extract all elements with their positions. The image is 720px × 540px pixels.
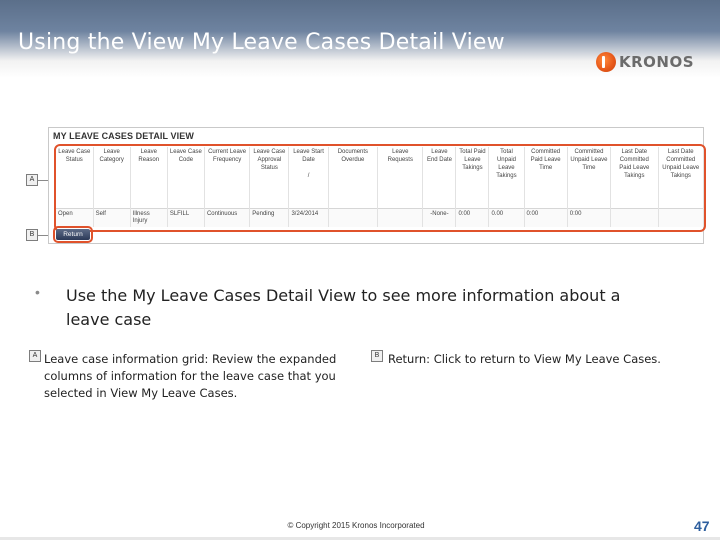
column-header[interactable]: Leave Reason (130, 147, 167, 208)
copyright-text: © Copyright 2015 Kronos Incorporated (287, 521, 425, 530)
column-header[interactable]: Leave Requests (378, 147, 423, 208)
table-cell: Open (56, 208, 93, 227)
legend-marker-a: A (29, 350, 41, 362)
page-number: 47 (694, 518, 710, 534)
column-header[interactable]: Committed Unpaid Leave Time (567, 147, 610, 208)
table-cell: SLFILL (167, 208, 204, 227)
description-b: Return: Click to return to View My Leave Cases. (388, 352, 661, 366)
table-cell: Illness Injury (130, 208, 167, 227)
column-header[interactable]: Current Leave Frequency (204, 147, 249, 208)
slide-header (0, 0, 720, 86)
column-header[interactable]: Total Unpaid Leave Takings (489, 147, 524, 208)
table-cell: 3/24/2014 (289, 208, 328, 227)
kronos-logo-text: KRONOS (619, 53, 695, 71)
column-header[interactable]: Total Paid Leave Takings (456, 147, 489, 208)
table-cell: Continuous (204, 208, 249, 227)
column-header[interactable]: Leave Category (93, 147, 130, 208)
return-highlight-outline (53, 226, 93, 243)
table-cell: 0:00 (524, 208, 567, 227)
table-cell: 0:00 (456, 208, 489, 227)
column-header[interactable]: Committed Paid Leave Time (524, 147, 567, 208)
table-cell: -None- (423, 208, 456, 227)
column-header[interactable]: Documents Overdue (328, 147, 377, 208)
panel-title: MY LEAVE CASES DETAIL VIEW (53, 131, 194, 141)
column-header[interactable]: Leave Case Status (56, 147, 93, 208)
description-a: Leave case information grid: Review the expanded columns of information for the leave case that you selected in View My Leave Cases. (44, 352, 337, 400)
return-button[interactable]: Return (56, 229, 90, 240)
legend-marker-b: B (371, 350, 383, 362)
start-date-marker: / (307, 173, 310, 179)
table-cell: 0.00 (489, 208, 524, 227)
kronos-logo (596, 50, 696, 74)
copyright-footer (0, 521, 720, 530)
column-header[interactable]: Leave Case Code (167, 147, 204, 208)
slide-title: Using the View My Leave Cases Detail View (18, 30, 505, 55)
table-cell: Pending (250, 208, 289, 227)
grid-highlight-outline (54, 144, 706, 232)
column-header[interactable]: Last Date Committed Paid Leave Takings (611, 147, 658, 208)
table-cell: 0:00 (567, 208, 610, 227)
bullet-text: Use the My Leave Cases Detail View to see more information about a leave case (66, 286, 621, 329)
column-header[interactable]: Leave Case Approval Status (250, 147, 289, 208)
column-header-label: Leave Start Date (293, 149, 324, 163)
leave-cases-detail-panel (48, 127, 704, 244)
callout-marker-b: B (26, 229, 38, 241)
bullet-icon: • (35, 284, 40, 300)
kronos-logo-icon (596, 52, 616, 72)
callout-marker-a: A (26, 174, 38, 186)
column-header[interactable]: Last Date Committed Unpaid Leave Takings (658, 147, 703, 208)
table-cell: Self (93, 208, 130, 227)
column-header[interactable]: Leave End Date (423, 147, 456, 208)
